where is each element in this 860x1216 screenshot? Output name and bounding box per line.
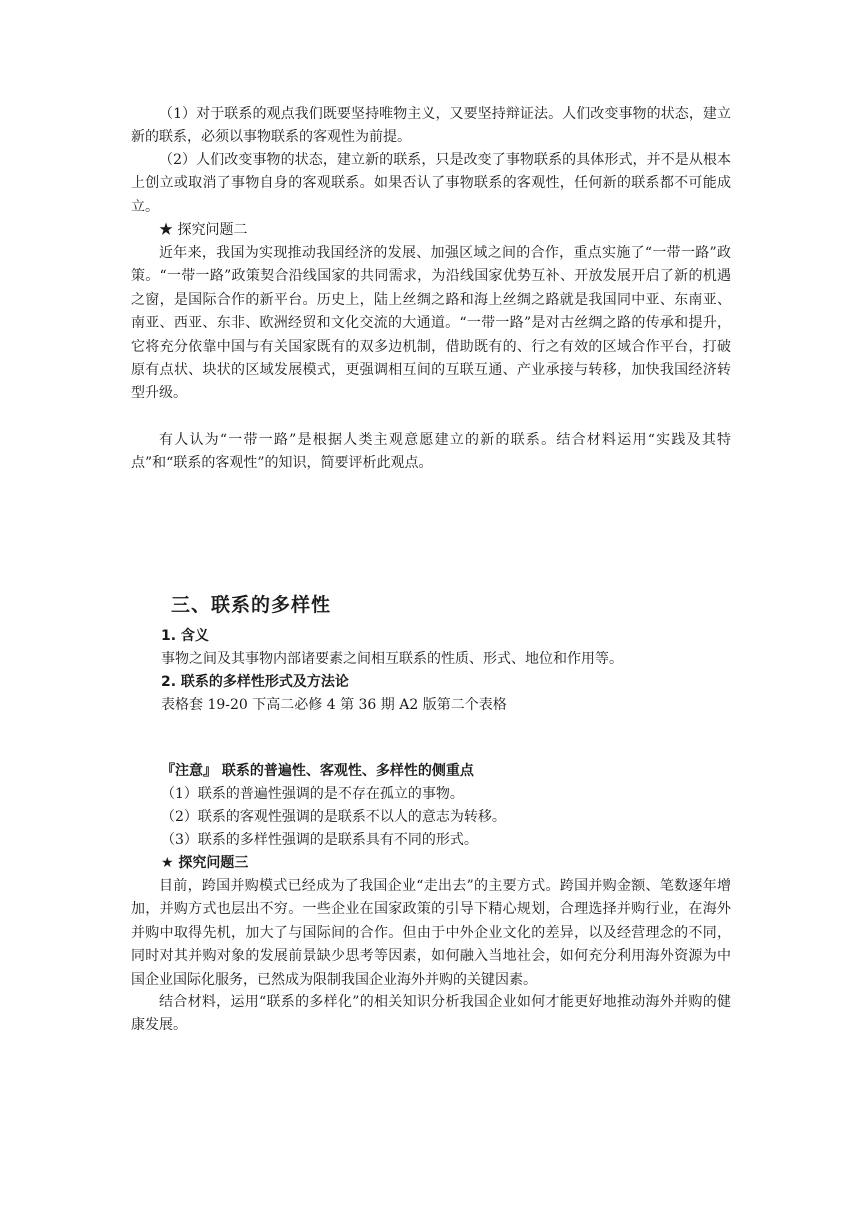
paragraph-explore-2-question: 有人认为“一带一路”是根据人类主观意愿建立的新的联系。结合材料运用“实践及其特点”和“联系的客观性”的知识，简要评析此观点。 — [131, 432, 731, 472]
paragraph-explore-3-question: 结合材料，运用“联系的多样化”的相关知识分析我国企业如何才能更好地推动海外并购的健康发展。 — [131, 994, 731, 1034]
note-heading: 『注意』 联系的普遍性、客观性、多样性的侧重点 — [161, 763, 474, 779]
explore-question-3-heading: ★ 探究问题三 — [161, 855, 249, 871]
note-item-1: （1）联系的普遍性强调的是不存在孤立的事物。 — [161, 786, 464, 802]
explore-question-2-heading: ★ 探究问题二 — [159, 222, 248, 238]
paragraph-belt-and-road-material: 近年来，我国为实现推动我国经济的发展、加强区域之间的合作，重点实施了“一带一路”政策。“一带一路”政策契合沿线国家的共同需求，为沿线国家优势互补、开放发展开启了新的机遇之窗，是国际合作的新平台。历史上，陆上丝绸之路和海上丝绸之路就是我国同中亚、东南亚、南亚、西亚、东非、欧洲经贸和文化交流的大通道。“一带一路”是对古丝绸之路的传承和提升，它将充分依靠中国与有关国家既有的双多边机制，借助既有的、行之有效的区域合作平台，打破原有点状、块状的区域发展模式，更强调相互间的互联互通、产业承接与转移，加快我国经济转型升级。 — [131, 245, 731, 402]
paragraph-objectivity-point-1: （1）对于联系的观点我们既要坚持唯物主义，又要坚持辩证法。人们改变事物的状态，建立新的联系，必须以事物联系的客观性为前提。 — [131, 106, 731, 146]
note-item-3: （3）联系的多样性强调的是联系具有不同的形式。 — [161, 832, 478, 848]
section-3-title: 三、联系的多样性 — [171, 594, 332, 616]
subsection-2-heading: 2. 联系的多样性形式及方法论 — [161, 674, 349, 690]
subsection-1-text: 事物之间及其事物内部诸要素之间相互联系的性质、形式、地位和作用等。 — [161, 651, 623, 667]
paragraph-objectivity-point-2: （2）人们改变事物的状态，建立新的联系，只是改变了事物联系的具体形式，并不是从根本上创立或取消了事物自身的客观联系。如果否认了事物联系的客观性，任何新的联系都不可能成立。 — [131, 152, 731, 215]
paragraph-cross-border-merger-material: 目前，跨国并购模式已经成为了我国企业“走出去”的主要方式。跨国并购金额、笔数逐年增加，并购方式也层出不穷。一些企业在国家政策的引导下精心规划，合理选择并购行业，在海外并购中取得先机，加大了与国际间的合作。但由于中外企业文化的差异，以及经营理念的不同，同时对其并购对象的发展前景缺少思考等因素，如何融入当地社会，如何充分利用海外资源为中国企业国际化服务，已然成为限制我国企业海外并购的关键因素。 — [131, 878, 731, 988]
subsection-1-heading: 1. 含义 — [161, 628, 209, 644]
subsection-2-text: 表格套 19-20 下高二必修 4 第 36 期 A2 版第二个表格 — [161, 697, 507, 713]
note-item-2: （2）联系的客观性强调的是联系不以人的意志为转移。 — [161, 809, 506, 825]
